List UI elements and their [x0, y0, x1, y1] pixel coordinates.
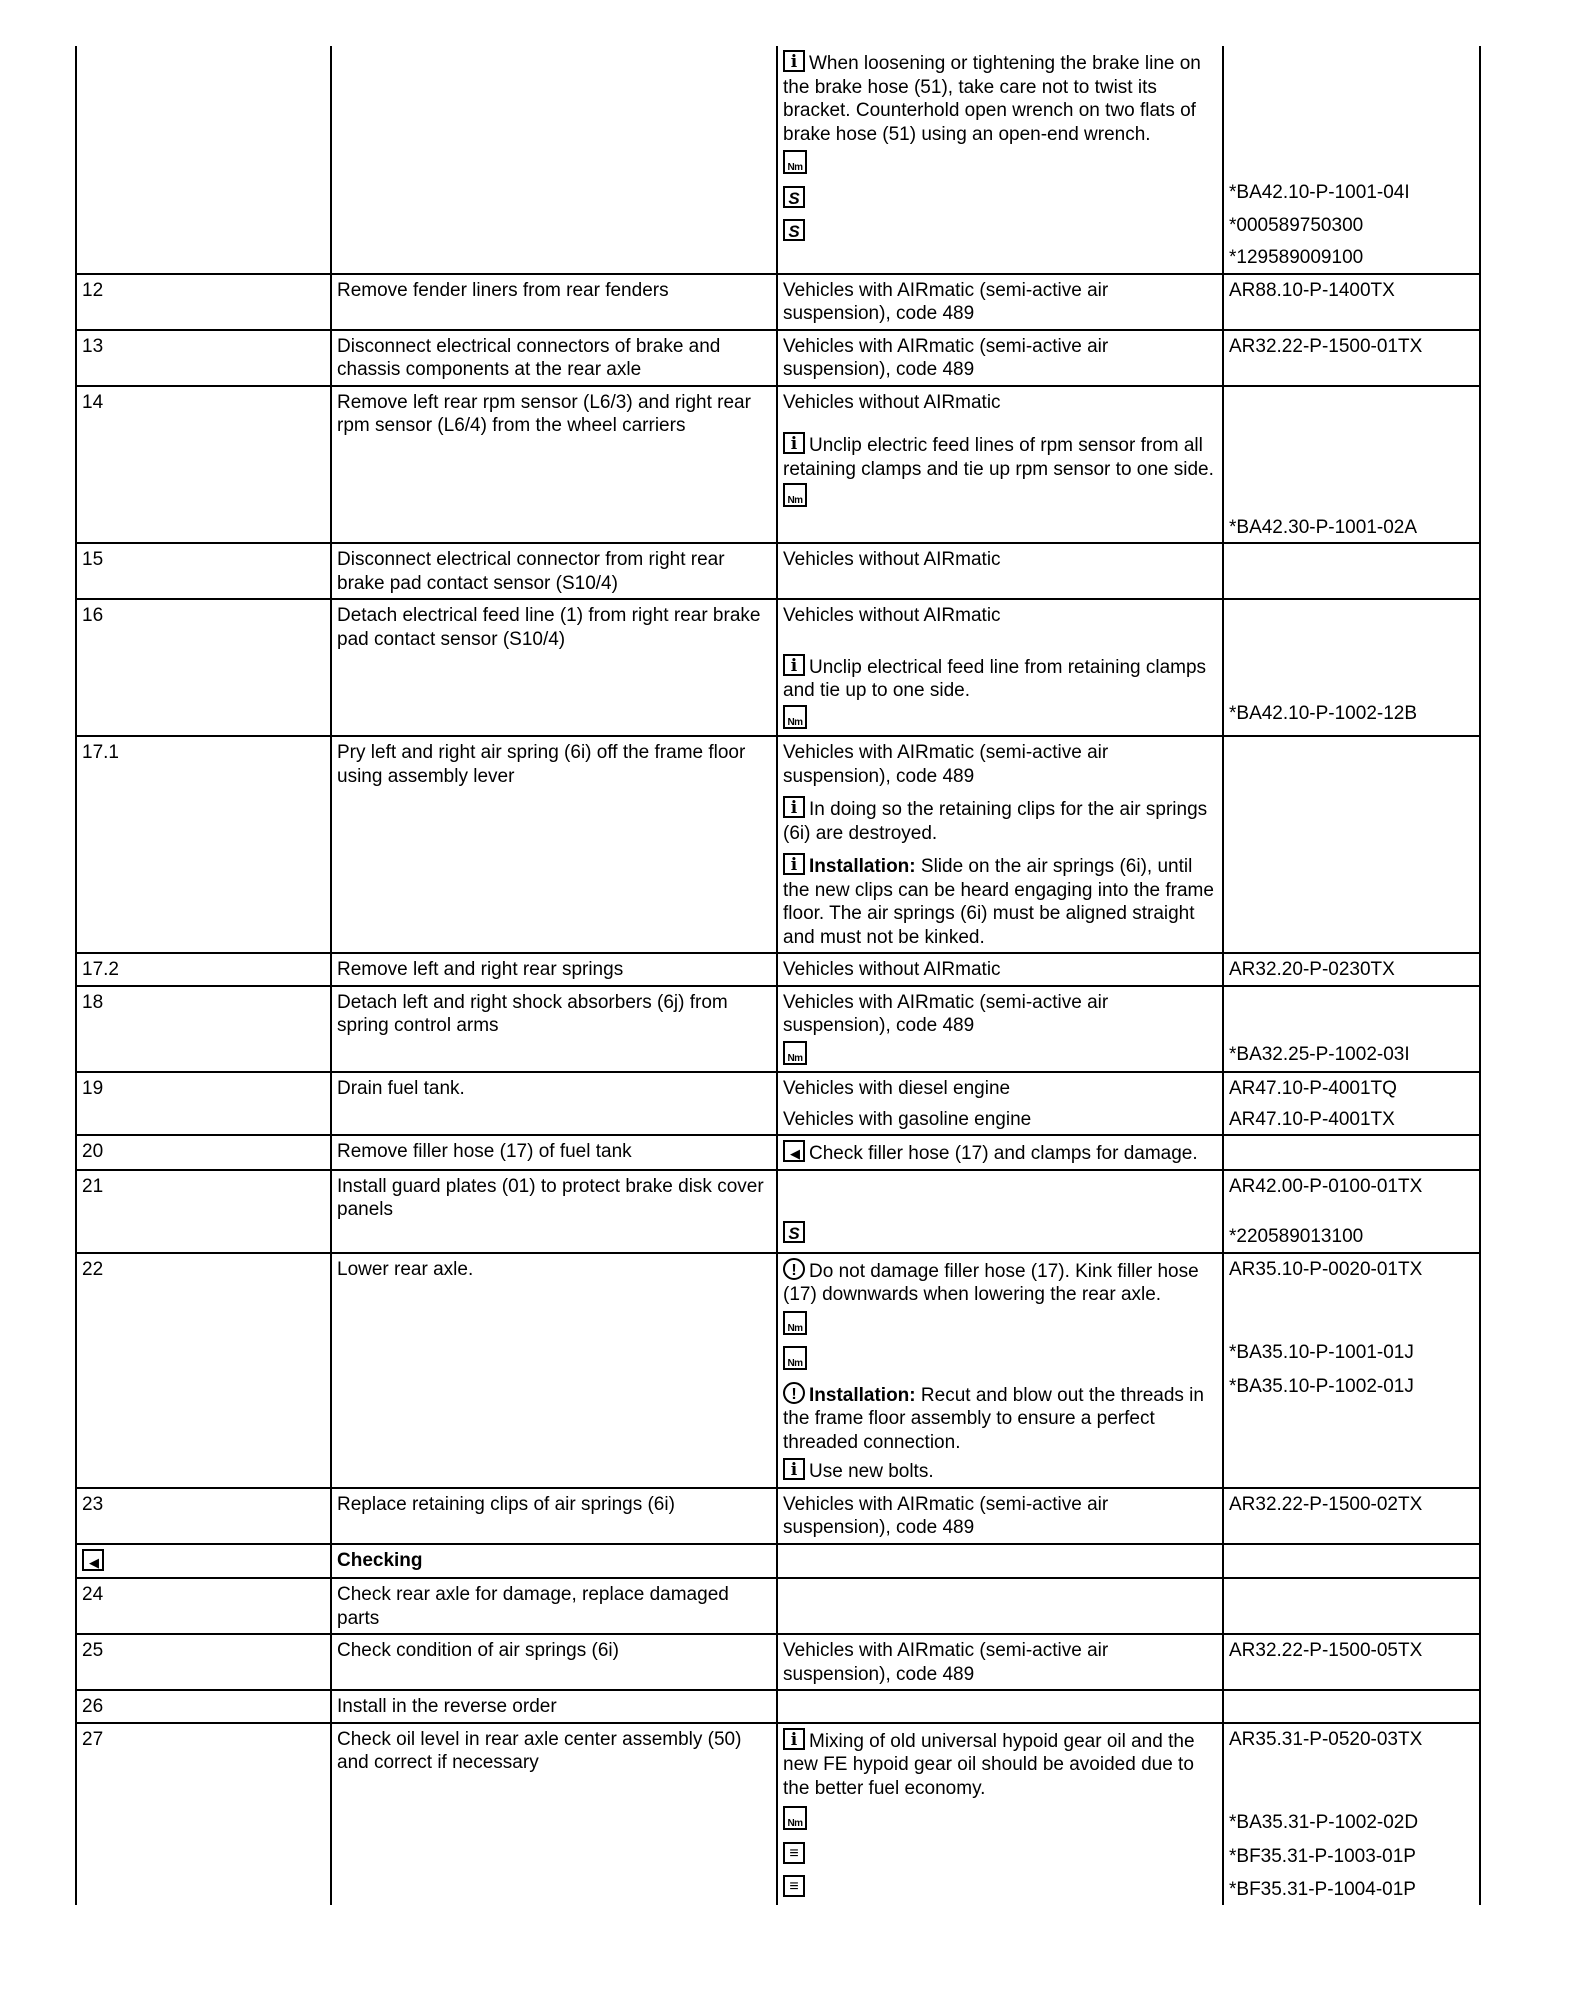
step-cell: 25	[76, 1634, 331, 1690]
condition-cell	[777, 1072, 1223, 1135]
action-cell: Pry left and right air spring (6i) off the frame floor using assembly lever	[331, 736, 777, 953]
ref-cell	[1223, 1723, 1480, 1905]
ref-text: AR42.00-P-0100-01TX	[1229, 1175, 1423, 1197]
section-heading: Checking	[331, 1544, 777, 1579]
step-cell: 21	[76, 1170, 331, 1253]
ref-text: *BA35.10-P-1002-01J	[1229, 1375, 1414, 1397]
info-icon	[783, 1728, 805, 1750]
info-icon	[783, 796, 805, 818]
condition-cell	[777, 1690, 1223, 1723]
table-row	[76, 599, 1480, 736]
torque-icon	[783, 1041, 807, 1065]
ref-cell: AR32.22-P-1500-01TX	[1223, 330, 1480, 386]
warning-icon	[783, 1382, 805, 1404]
ref-cell	[1223, 1578, 1480, 1634]
ref-text: *BF35.31-P-1004-01P	[1229, 1879, 1416, 1900]
ref-cell	[1223, 46, 1480, 274]
ref-cell	[1223, 986, 1480, 1073]
notes-cell	[777, 1135, 1223, 1170]
ref-text: *BA35.10-P-1001-01J	[1229, 1342, 1414, 1363]
table-row	[76, 1072, 1480, 1135]
ref-cell	[1223, 1072, 1480, 1135]
ref-text: *BA42.30-P-1001-02A	[1229, 516, 1418, 538]
action-cell: Remove left rear rpm sensor (L6/3) and right rear rpm sensor (L6/4) from the wheel carriers	[331, 386, 777, 544]
action-cell: Lower rear axle.	[331, 1253, 777, 1488]
ref-cell	[1223, 1690, 1480, 1723]
note-text: Use new bolts.	[809, 1461, 934, 1482]
step-cell	[76, 1544, 331, 1579]
ref-cell	[1223, 1253, 1480, 1488]
action-cell: Remove filler hose (17) of fuel tank	[331, 1135, 777, 1170]
table-row	[76, 1544, 1480, 1579]
action-cell: Install guard plates (01) to protect brake disk cover panels	[331, 1170, 777, 1253]
notes-cell	[777, 386, 1223, 544]
action-cell	[331, 46, 777, 274]
note-text: Mixing of old universal hypoid gear oil and the new FE hypoid gear oil should be avoided due to the better fuel economy.	[783, 1730, 1195, 1799]
condition-cell: Vehicles without AIRmatic	[777, 543, 1223, 599]
table-row	[76, 1135, 1480, 1170]
notes-cell	[777, 1253, 1223, 1488]
condition-cell: Vehicles with AIRmatic (semi-active air suspension), code 489	[777, 1634, 1223, 1690]
torque-icon	[783, 1346, 807, 1370]
condition-cell	[777, 1578, 1223, 1634]
condition-cell: Vehicles with AIRmatic (semi-active air suspension), code 489	[777, 1488, 1223, 1544]
ref-text: AR35.31-P-0520-03TX	[1229, 1728, 1423, 1750]
ref-text: *BA42.10-P-1001-04I	[1229, 182, 1410, 203]
action-cell: Check condition of air springs (6i)	[331, 1634, 777, 1690]
step-cell: 23	[76, 1488, 331, 1544]
table-row	[76, 274, 1480, 330]
table-row	[76, 543, 1480, 599]
step-cell	[76, 46, 331, 274]
ref-text: *BA35.31-P-1002-02D	[1229, 1812, 1419, 1833]
info-icon	[783, 432, 805, 454]
table-row	[76, 1578, 1480, 1634]
ref-cell	[1223, 386, 1480, 544]
table-row	[76, 46, 1480, 274]
special-tool-icon	[783, 219, 805, 241]
table-row	[76, 1723, 1480, 1905]
step-cell: 14	[76, 386, 331, 544]
condition-text: Vehicles without AIRmatic	[783, 605, 1001, 626]
info-icon	[783, 853, 805, 875]
step-cell: 20	[76, 1135, 331, 1170]
action-cell: Remove fender liners from rear fenders	[331, 274, 777, 330]
table-row	[76, 986, 1480, 1073]
torque-icon	[783, 1311, 807, 1335]
torque-icon	[783, 483, 807, 507]
action-cell: Disconnect electrical connectors of brake and chassis components at the rear axle	[331, 330, 777, 386]
note-text: Check filler hose (17) and clamps for damage.	[809, 1143, 1198, 1164]
table-row	[76, 1488, 1480, 1544]
action-cell: Detach left and right shock absorbers (6j) from spring control arms	[331, 986, 777, 1073]
step-cell: 17.1	[76, 736, 331, 953]
ref-text: *BA42.10-P-1002-12B	[1229, 703, 1418, 724]
condition-text: Vehicles with AIRmatic (semi-active air suspension), code 489	[783, 991, 1109, 1036]
action-cell: Detach electrical feed line (1) from right rear brake pad contact sensor (S10/4)	[331, 599, 777, 736]
table-row	[76, 1634, 1480, 1690]
note-text: When loosening or tightening the brake line on the brake hose (51), take care not to twist its bracket. Counterhold open wrench on two flats of brake hose (51) using an open-end wrench.	[783, 53, 1201, 145]
condition-cell: Vehicles with AIRmatic (semi-active air suspension), code 489	[777, 330, 1223, 386]
torque-icon	[783, 705, 807, 729]
lubricant-icon	[783, 1842, 805, 1864]
ref-text: *000589750300	[1229, 214, 1364, 236]
step-cell: 16	[76, 599, 331, 736]
notes-cell	[777, 986, 1223, 1073]
ref-cell	[1223, 1170, 1480, 1253]
note-text: Do not damage filler hose (17). Kink filler hose (17) downwards when lowering the rear axle.	[783, 1260, 1199, 1305]
step-cell: 19	[76, 1072, 331, 1135]
ref-text: *220589013100	[1229, 1226, 1364, 1247]
action-cell: Replace retaining clips of air springs (6i)	[331, 1488, 777, 1544]
note-text: In doing so the retaining clips for the air springs (6i) are destroyed.	[783, 799, 1208, 844]
special-tool-icon	[783, 186, 805, 208]
ref-text: AR35.10-P-0020-01TX	[1229, 1258, 1423, 1280]
condition-cell: Vehicles with AIRmatic (semi-active air suspension), code 489	[777, 274, 1223, 330]
action-cell: Drain fuel tank.	[331, 1072, 777, 1135]
step-cell: 26	[76, 1690, 331, 1723]
check-icon	[82, 1549, 104, 1571]
note-text: Slide on the air springs (6i), until the new clips can be heard engaging into the frame floor. The air springs (6i) must be aligned straight and must not be kinked.	[783, 856, 1214, 948]
condition-text: Vehicles with AIRmatic (semi-active air suspension), code 489	[783, 742, 1109, 787]
step-cell: 27	[76, 1723, 331, 1905]
ref-text: AR47.10-P-4001TX	[1229, 1108, 1395, 1130]
action-cell: Check rear axle for damage, replace damaged parts	[331, 1578, 777, 1634]
action-cell: Remove left and right rear springs	[331, 953, 777, 986]
ref-cell: AR88.10-P-1400TX	[1223, 274, 1480, 330]
info-icon	[783, 50, 805, 72]
note-text: Unclip electrical feed line from retaining clamps and tie up to one side.	[783, 656, 1207, 701]
notes-cell	[777, 1723, 1223, 1905]
action-cell: Install in the reverse order	[331, 1690, 777, 1723]
table-row	[76, 330, 1480, 386]
step-cell: 22	[76, 1253, 331, 1488]
installation-label: Installation:	[809, 1384, 916, 1406]
torque-icon	[783, 1806, 807, 1830]
condition-cell: Vehicles without AIRmatic	[777, 953, 1223, 986]
ref-text: AR47.10-P-4001TQ	[1229, 1078, 1397, 1099]
ref-cell: AR32.22-P-1500-05TX	[1223, 1634, 1480, 1690]
condition-text: Vehicles with gasoline engine	[783, 1108, 1032, 1130]
table-row	[76, 1690, 1480, 1723]
ref-cell	[1223, 1135, 1480, 1170]
step-cell: 24	[76, 1578, 331, 1634]
step-cell: 15	[76, 543, 331, 599]
special-tool-icon	[783, 1221, 805, 1243]
ref-cell	[1223, 599, 1480, 736]
warning-icon	[783, 1258, 805, 1280]
info-icon	[783, 1458, 805, 1480]
repair-procedure-document	[75, 46, 1479, 1905]
note-text: Recut and blow out the threads in the frame floor assembly to ensure a perfect threaded connection.	[783, 1384, 1204, 1453]
table-row	[76, 1253, 1480, 1488]
torque-icon	[783, 150, 807, 174]
step-cell: 17.2	[76, 953, 331, 986]
ref-cell	[1223, 543, 1480, 599]
action-cell: Disconnect electrical connector from right rear brake pad contact sensor (S10/4)	[331, 543, 777, 599]
step-cell: 18	[76, 986, 331, 1073]
step-cell: 13	[76, 330, 331, 386]
info-icon	[783, 654, 805, 676]
condition-cell	[777, 1544, 1223, 1579]
condition-text: Vehicles without AIRmatic	[783, 391, 1001, 413]
note-text: Unclip electric feed lines of rpm sensor from all retaining clamps and tie up rpm sensor to one side.	[783, 435, 1214, 480]
condition-text: Vehicles with diesel engine	[783, 1078, 1011, 1099]
lubricant-icon	[783, 1875, 805, 1897]
table-row	[76, 1170, 1480, 1253]
notes-cell	[777, 46, 1223, 274]
installation-label: Installation:	[809, 856, 916, 877]
notes-cell	[777, 599, 1223, 736]
ref-cell	[1223, 736, 1480, 953]
notes-cell	[777, 736, 1223, 953]
notes-cell	[777, 1170, 1223, 1253]
action-cell: Check oil level in rear axle center assembly (50) and correct if necessary	[331, 1723, 777, 1905]
table-row	[76, 736, 1480, 953]
procedure-table	[75, 46, 1481, 1905]
ref-text: *BF35.31-P-1003-01P	[1229, 1845, 1416, 1867]
step-cell: 12	[76, 274, 331, 330]
table-row	[76, 386, 1480, 544]
ref-cell: AR32.22-P-1500-02TX	[1223, 1488, 1480, 1544]
ref-cell	[1223, 1544, 1480, 1579]
check-icon	[783, 1140, 805, 1162]
ref-text: *129589009100	[1229, 247, 1364, 268]
ref-text: *BA32.25-P-1002-03I	[1229, 1043, 1410, 1065]
table-row	[76, 953, 1480, 986]
ref-cell: AR32.20-P-0230TX	[1223, 953, 1480, 986]
